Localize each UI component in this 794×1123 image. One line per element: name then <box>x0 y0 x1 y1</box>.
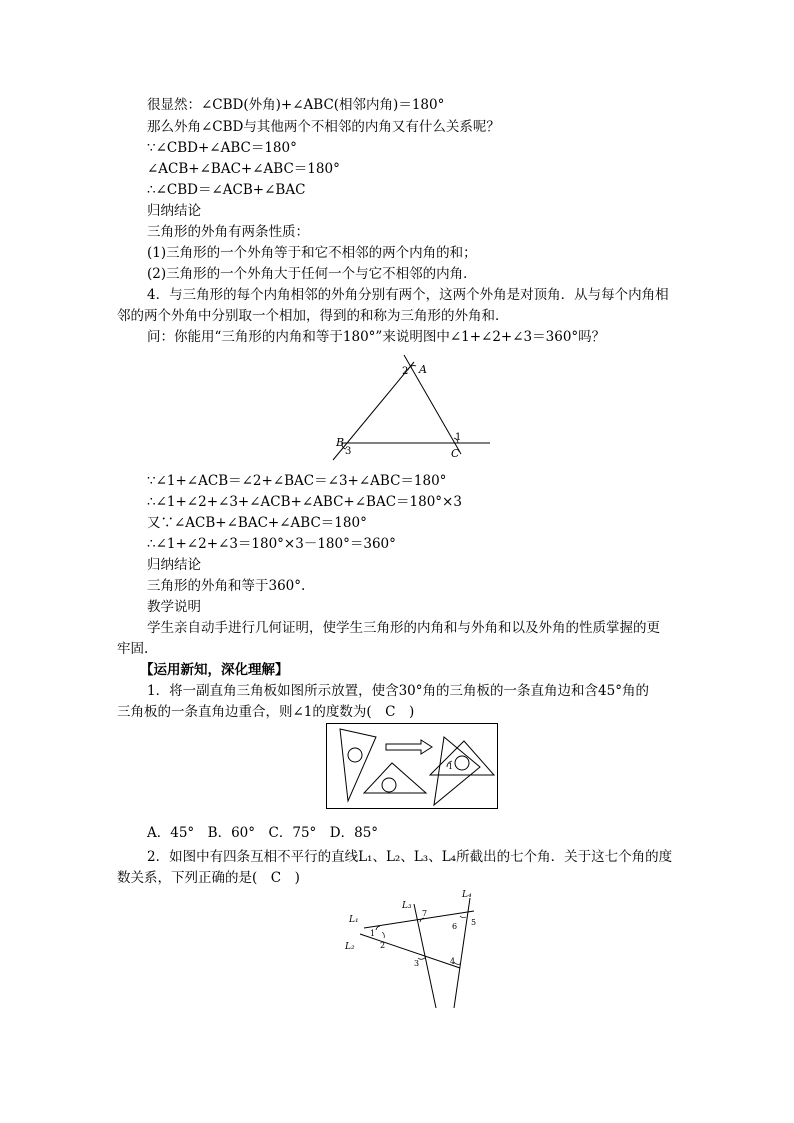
text-line: ∵∠1+∠ACB＝∠2+∠BAC＝∠3+∠ABC＝180° <box>147 473 447 489</box>
text-line: 牢固. <box>117 641 149 657</box>
set-square-hole <box>382 778 396 792</box>
question-line: 2．如图中有四条互相不平行的直线L₁、L₂、L₃、L₄所截出的七个角．关于这七个角的度 <box>147 849 673 865</box>
question-line: 三角板的一条直角边重合，则∠1的度数为( C ) <box>117 704 415 720</box>
triangle-exterior-angles-figure <box>328 350 498 462</box>
angle-label-1: 1 <box>455 432 462 443</box>
angle-arc <box>382 932 384 938</box>
line-l2 <box>360 934 460 968</box>
line-label-l3: L₃ <box>402 901 412 911</box>
text-line: 三角形的外角有两条性质： <box>147 224 309 240</box>
angle-label-3: 3 <box>345 446 352 457</box>
angle-label-3: 3 <box>414 959 420 968</box>
text-line: ∠ACB+∠BAC+∠ABC＝180° <box>147 161 340 177</box>
angle-arc <box>460 916 466 918</box>
text-line: ∴∠1+∠2+∠3+∠ACB+∠ABC+∠BAC＝180°×3 <box>147 494 462 510</box>
four-lines-figure <box>340 886 480 1010</box>
angle-label-1: 1 <box>448 762 454 771</box>
angle-label-2: 2 <box>380 941 386 950</box>
section-title: 【运用新知，深化理解】 <box>140 662 289 678</box>
question-line: 数关系，下列正确的是( C ) <box>117 870 300 886</box>
text-line: 三角形的外角和等于360°. <box>147 578 306 594</box>
text-line: ∴∠CBD＝∠ACB+∠BAC <box>147 182 306 198</box>
text-line: 又∵∠ACB+∠BAC+∠ABC＝180° <box>147 515 367 531</box>
line-l4 <box>454 898 470 1008</box>
text-line: 4．与三角形的每个内角相邻的外角分别有两个，这两个外角是对顶角．从与每个内角相 <box>147 287 669 303</box>
angle-label-2: 2 <box>402 366 409 377</box>
line-ac <box>404 355 461 454</box>
text-line: ∵∠CBD+∠ABC＝180° <box>147 140 297 156</box>
section-heading: 归纳结论 <box>147 557 201 573</box>
line-l3 <box>414 904 436 1008</box>
set-square-hole <box>455 756 469 770</box>
text-line: (2)三角形的一个外角大于任何一个与它不相邻的内角． <box>147 266 477 282</box>
angle-arc <box>376 926 380 930</box>
question-line: 1．将一副直角三角板如图所示放置，使含30°角的三角板的一条直角边和含45°角的 <box>147 683 649 699</box>
vertex-label-b: B <box>336 436 345 449</box>
section-heading: 教学说明 <box>147 599 201 615</box>
vertex-label-c: C <box>451 447 460 460</box>
angle-label-5: 5 <box>471 918 477 927</box>
set-square-hole <box>348 748 362 762</box>
set-squares-figure <box>326 723 498 809</box>
line-label-l2: L₂ <box>345 942 355 952</box>
angle-label-6: 6 <box>452 922 458 931</box>
text-line: 很显然：∠CBD(外角)+∠ABC(相邻内角)＝180° <box>147 97 445 113</box>
question-line: 问：你能用“三角形的内角和等于180°”来说明图中∠1+∠2+∠3＝360°吗？ <box>147 329 606 345</box>
text-line: ∴∠1+∠2+∠3＝180°×3－180°＝360° <box>147 536 396 552</box>
text-line: 学生亲自动手进行几何证明，使学生三角形的内角和与外角和以及外角的性质掌握的更 <box>147 620 660 636</box>
angle-label-1: 1 <box>370 929 376 938</box>
set-square-30-placed <box>434 737 480 805</box>
line-label-l1: L₁ <box>349 915 359 925</box>
text-line: (1)三角形的一个外角等于和它不相邻的两个内角的和； <box>147 245 477 261</box>
angle-label-4: 4 <box>450 957 456 966</box>
answer-options: A．45° B．60° C．75° D．85° <box>147 825 379 841</box>
vertex-label-a: A <box>419 363 427 376</box>
figure-frame <box>327 724 498 809</box>
section-heading: 归纳结论 <box>147 203 201 219</box>
angle-label-7: 7 <box>422 909 428 918</box>
text-line: 邻的两个外角中分别取一个相加，得到的和称为三角形的外角和． <box>117 308 509 324</box>
arrow-right-icon <box>386 740 432 754</box>
text-line: 那么外角∠CBD与其他两个不相邻的内角又有什么关系呢？ <box>147 119 500 135</box>
line-label-l4: L₄ <box>462 890 472 900</box>
set-square-30 <box>340 729 376 801</box>
